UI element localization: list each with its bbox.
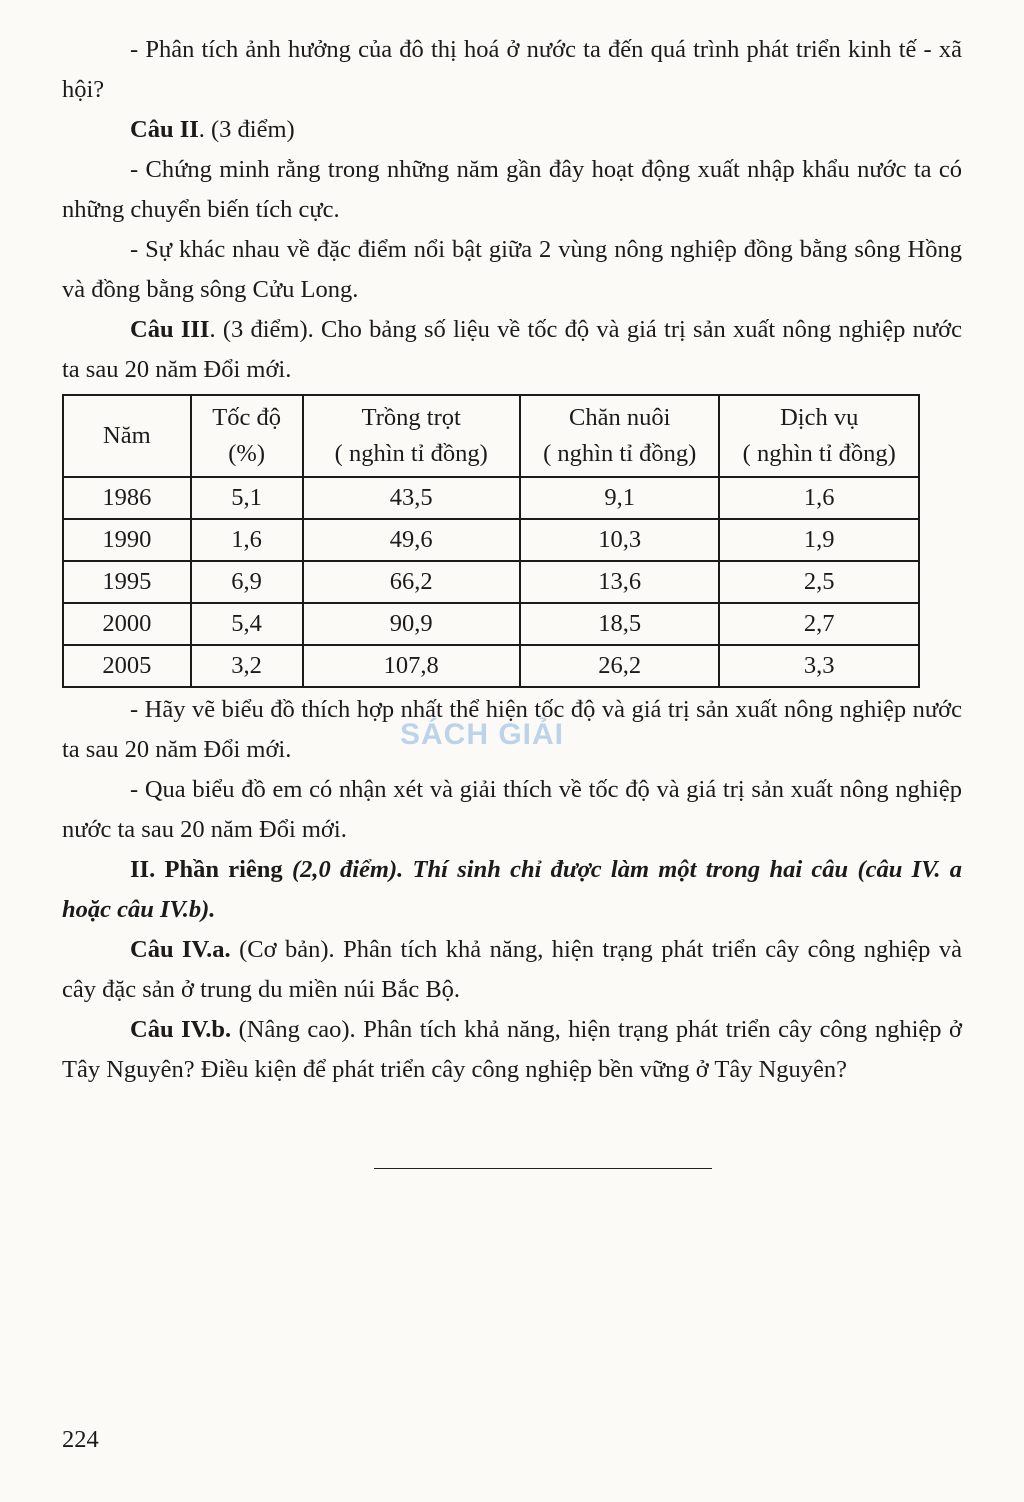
cell-service: 1,9 <box>719 519 919 561</box>
question-paragraph: - Phân tích ảnh hưởng của đô thị hoá ở nước ta đến quá trình phát triển kinh tế - xã hội? <box>62 36 962 103</box>
table-row <box>63 561 919 603</box>
question-heading: Câu III. (3 điểm). Cho bảng số liệu về tốc độ và giá trị sản xuất nông nghiệp nước ta sau 20 năm Đổi mới. <box>62 316 962 383</box>
header-crop: Trồng trọt ( nghìn tỉ đồng) <box>303 395 520 477</box>
cell-year: 2000 <box>63 603 191 645</box>
question-paragraph: - Hãy vẽ biểu đồ thích hợp nhất thể hiện tốc độ và giá trị sản xuất nông nghiệp nước ta sau 20 năm Đổi mới. <box>62 696 962 763</box>
header-speed: Tốc độ (%) <box>191 395 303 477</box>
header-service: Dịch vụ ( nghìn tỉ đồng) <box>719 395 919 477</box>
table-row <box>63 519 919 561</box>
cell-service: 2,5 <box>719 561 919 603</box>
cell-year: 1995 <box>63 561 191 603</box>
table-row <box>63 477 919 519</box>
cell-year: 1990 <box>63 519 191 561</box>
table-row <box>63 645 919 687</box>
question-label: Câu II <box>130 116 199 143</box>
cell-year: 2005 <box>63 645 191 687</box>
cell-service: 1,6 <box>719 477 919 519</box>
data-table <box>62 394 920 688</box>
watermark-logo: SÁCH GIẢI <box>400 718 565 751</box>
question-paragraph: - Qua biểu đồ em có nhận xét và giải thích về tốc độ và giá trị sản xuất nông nghiệp nước ta sau 20 năm Đổi mới. <box>62 776 962 843</box>
cell-speed: 5,4 <box>191 603 303 645</box>
cell-speed: 6,9 <box>191 561 303 603</box>
section-heading: II. Phần riêng (2,0 điểm). Thí sinh chỉ được làm một trong hai câu (câu IV. a hoặc câu IV.b). <box>62 856 962 923</box>
question-paragraph: Câu IV.a. (Cơ bản). Phân tích khả năng, hiện trạng phát triển cây công nghiệp và cây đặc sản ở trung du miền núi Bắc Bộ. <box>62 936 962 1003</box>
page-number: 224 <box>62 1426 99 1453</box>
cell-livestock: 10,3 <box>520 519 720 561</box>
cell-crop: 90,9 <box>303 603 520 645</box>
cell-livestock: 18,5 <box>520 603 720 645</box>
question-heading: Câu II. (3 điểm) <box>130 116 295 143</box>
table-row <box>63 603 919 645</box>
divider-line <box>374 1168 712 1169</box>
section-label: II. Phần riêng <box>130 856 292 883</box>
question-label: Câu IV.b. <box>130 1016 232 1043</box>
cell-service: 2,7 <box>719 603 919 645</box>
cell-livestock: 9,1 <box>520 477 720 519</box>
cell-livestock: 13,6 <box>520 561 720 603</box>
cell-crop: 66,2 <box>303 561 520 603</box>
cell-livestock: 26,2 <box>520 645 720 687</box>
cell-speed: 1,6 <box>191 519 303 561</box>
page-content <box>62 30 962 1090</box>
question-paragraph: - Sự khác nhau về đặc điểm nổi bật giữa 2 vùng nông nghiệp đồng bằng sông Hồng và đồng bằng sông Cửu Long. <box>62 236 962 303</box>
cell-crop: 107,8 <box>303 645 520 687</box>
header-livestock: Chăn nuôi ( nghìn tỉ đồng) <box>520 395 720 477</box>
cell-crop: 49,6 <box>303 519 520 561</box>
table-header-row <box>63 395 919 477</box>
cell-service: 3,3 <box>719 645 919 687</box>
cell-year: 1986 <box>63 477 191 519</box>
header-year: Năm <box>63 395 191 477</box>
cell-speed: 3,2 <box>191 645 303 687</box>
question-label: Câu IV.a. <box>130 936 231 963</box>
cell-speed: 5,1 <box>191 477 303 519</box>
cell-crop: 43,5 <box>303 477 520 519</box>
question-paragraph: - Chứng minh rằng trong những năm gần đây hoạt động xuất nhập khẩu nước ta có những chuyển biến tích cực. <box>62 156 962 223</box>
question-label: Câu III <box>130 316 210 343</box>
question-paragraph: Câu IV.b. (Nâng cao). Phân tích khả năng, hiện trạng phát triển cây công nghiệp ở Tây Nguyên? Điều kiện để phát triển cây công nghiệp bền vững ở Tây Nguyên? <box>62 1016 963 1083</box>
